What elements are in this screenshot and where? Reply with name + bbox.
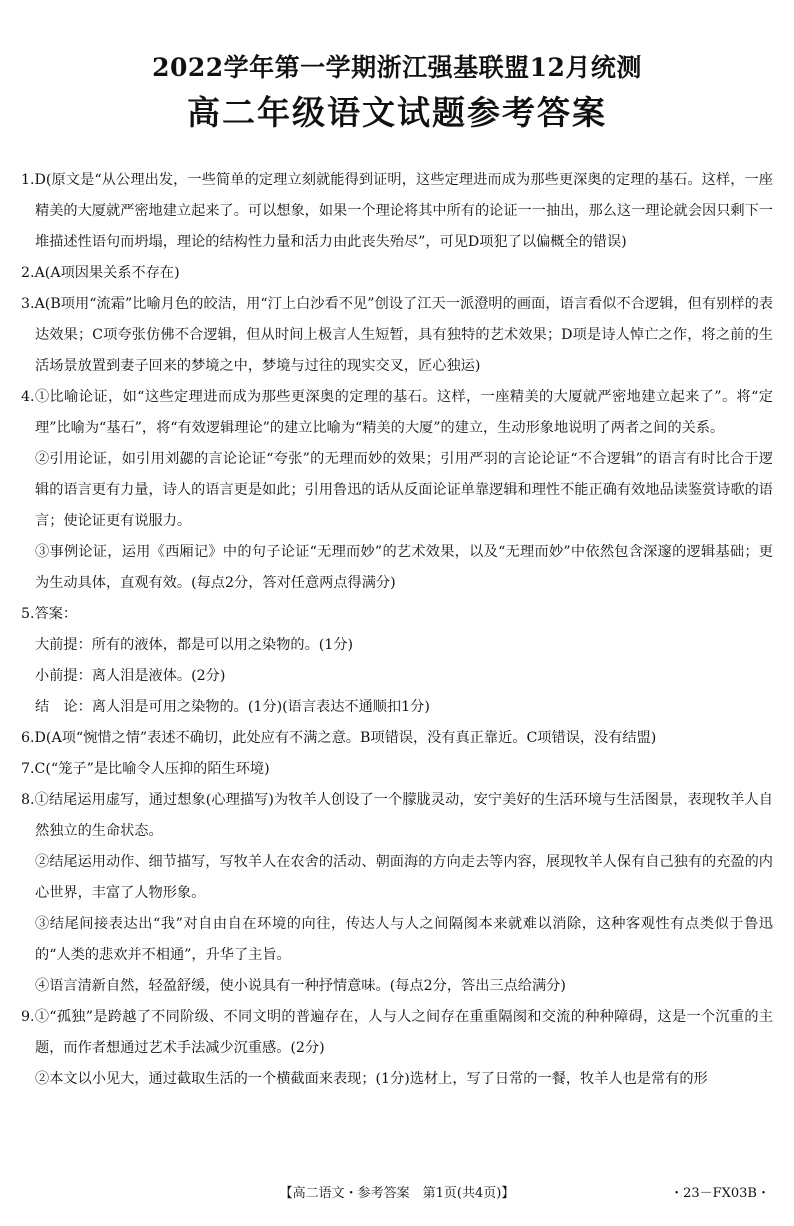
exam-title: 2022学年第一学期浙江强基联盟12月统测 <box>152 53 642 82</box>
answer-5-minor-premise: 小前提：离人泪是液体。(2分) <box>35 668 226 684</box>
answer-1: 1.D(原文是“从公理出发，一些简单的定理立刻就能得到证明，这些定理进而成为那些更深奥的定理的基石。这样，一座精美的大厦就严密地建立起来了。可以想象，如果一个理论将其中所有的论证一一抽出，那么这一理论就会因只剩下一堆描述性语句而坍塌，理论的结构性力量和活力由此丧失殆尽”，可见D项犯了以偏概全的错误) <box>21 172 773 250</box>
answer-4-point-3: ③事例论证，运用《西厢记》中的句子论证“无理而妙”的艺术效果，以及“无理而妙”中依然包含深邃的逻辑基础；更为生动具体，直观有效。(每点2分，答对任意两点得满分) <box>35 544 773 591</box>
answer-9-point-2: ②本文以小见大，通过截取生活的一个横截面来表现；(1分)选材上，写了日常的一餐，牧羊人也是常有的形 <box>35 1071 708 1087</box>
answer-5: 5.答案： <box>21 606 78 622</box>
footer-code: ・23－FX03B・ <box>670 1186 770 1201</box>
answer-7: 7.C(“笼子”是比喻令人压抑的陌生环境) <box>21 761 270 777</box>
answer-5-conclusion: 结 论：离人泪是可用之染物的。(1分)(语言表达不通顺扣1分) <box>35 699 430 715</box>
answer-8-point-3: ③结尾间接表达出“我”对自由自在环境的向往，传达人与人之间隔阂本来就难以消除，这种客观性有点类似于鲁迅的“人类的悲欢并不相通”，升华了主旨。 <box>35 916 773 963</box>
answer-6: 6.D(A项“惋惜之情”表述不确切，此处应有不满之意。B项错误，没有真正靠近。C项错误，没有结盟) <box>21 730 657 746</box>
answer-key-title: 高二年级语文试题参考答案 <box>187 93 607 132</box>
answer-5-major-premise: 大前提：所有的液体，都是可以用之染物的。(1分) <box>35 637 354 653</box>
answer-9: 9.①“孤独”是跨越了不同阶级、不同文明的普遍存在，人与人之间存在重重隔阂和交流的种种障碍，这是一个沉重的主题，而作者想通过艺术手法减少沉重感。(2分) <box>21 1009 773 1056</box>
answer-list <box>21 165 773 1095</box>
page-footer <box>0 1182 794 1206</box>
answer-8-point-2: ②结尾运用动作、细节描写，写牧羊人在农舍的活动、朝面海的方向走去等内容，展现牧羊人保有自己独有的充盈的内心世界，丰富了人物形象。 <box>35 854 773 901</box>
answer-4: 4.①比喻论证，如“这些定理进而成为那些更深奥的定理的基石。这样，一座精美的大厦就严密地建立起来了”。将“定理”比喻为“基石”，将“有效逻辑理论”的建立比喻为“精美的大厦”的建立，生动形象地说明了两者之间的关系。 <box>21 389 773 436</box>
answer-3: 3.A(B项用“流霜”比喻月色的皎洁，用“汀上白沙看不见”创设了江天一派澄明的画面，语言看似不合逻辑，但有别样的表达效果；C项夸张仿佛不合逻辑，但从时间上极言人生短暂，具有独特的艺术效果；D项是诗人悼亡之作，将之前的生活场景放置到妻子回来的梦境之中，梦境与过往的现实交叉，匠心独运) <box>21 296 773 374</box>
answer-8-point-4: ④语言清新自然，轻盈舒缓，使小说具有一种抒情意味。(每点2分，答出三点给满分) <box>35 978 566 994</box>
header <box>0 0 794 134</box>
footer-page-info: 【高二语文・参考答案 第1页(共4页)】 <box>279 1186 515 1201</box>
answer-4-point-2: ②引用论证，如引用刘勰的言论论证“夸张”的无理而妙的效果；引用严羽的言论论证“不合逻辑”的语言有时比合于逻辑的语言更有力量，诗人的语言更是如此；引用鲁迅的话从反面论证单靠逻辑和理性不能正确有效地品读鉴赏诗歌的语言；使论证更有说服力。 <box>35 451 773 529</box>
answer-2: 2.A(A项因果关系不存在) <box>21 265 180 281</box>
answer-8: 8.①结尾运用虚写，通过想象(心理描写)为牧羊人创设了一个朦胧灵动，安宁美好的生活环境与生活图景，表现牧羊人自然独立的生命状态。 <box>21 792 773 839</box>
